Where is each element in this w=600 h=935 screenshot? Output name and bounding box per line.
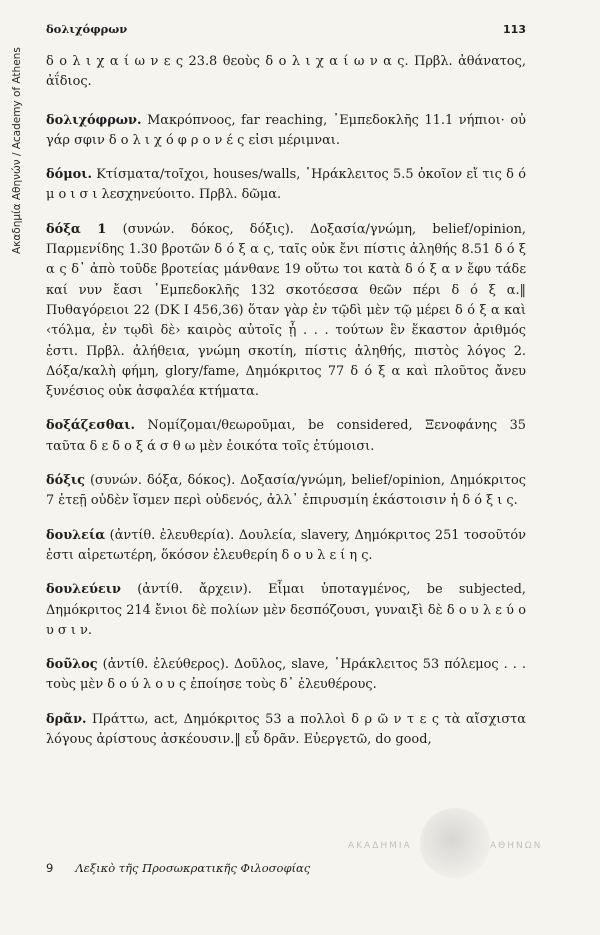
dictionary-entry [46, 52, 526, 93]
entry-headword: δόμοι. [46, 167, 92, 183]
dictionary-entry [46, 165, 526, 206]
entry-headword: δουλεία [46, 527, 106, 543]
entry-body: (ἀντίθ. ἐλευθερία). Δουλεία, slavery, Δημόκριτος 251 τοσοῦτόν ἐστι αἱρετωτέρη, ὅκόσον ἐλευθερίη δ ο υ λ ε ί η ς. [46, 527, 526, 563]
dictionary-entry [46, 655, 526, 696]
stamp-text-right: ΑΘΗΝΩΝ [490, 841, 543, 851]
entry-body: (συνών. δόξα, δόκος). Δοξασία/γνώμη, belief/opinion, Δημόκριτος 7 ἐτεῇ οὐδὲν ἴσμεν περὶ οὐδενός, ἀλλ᾿ ἐπιρυσμίη ἑκάστοισιν ἡ δ ό ξ ι ς. [46, 473, 526, 509]
entry-body: Κτίσματα/τοῖχοι, houses/walls, ῾Ηράκλειτος 5.5 ὁκοῖον εἴ τις δ ό μ ο ι σ ι λεσχηνεύοιτο. Πρβλ. δῶμα. [46, 167, 526, 203]
entry-headword: δοξάζεσθαι. [46, 418, 135, 434]
page-footer [46, 861, 526, 875]
dictionary-entry [46, 220, 526, 403]
page-number: 113 [503, 23, 526, 36]
entry-body: (ἀντίθ. ἐλεύθερος). Δοῦλος, slave, ῾Ηράκλειτος 53 πόλεμος . . . τοὺς μὲν δ ο ύ λ ο υ ς ἐποίησε τοὺς δ᾿ ἐλευθέρους. [46, 657, 526, 693]
entry-body: (συνών. δόκος, δόξις). Δοξασία/γνώμη, belief/opinion, Παρμενίδης 1.30 βροτῶν δ ό ξ α ς, ταῖς οὐκ ἔνι πίστις ἀληθής 8.51 δ ό ξ α ς δ᾿ ἀπὸ τοῦδε βροτείας μάνθανε 19 οὕτω τοι κατὰ δ ό ξ α ν ἔφυ τάδε καί νυν ἔασι ᾿Εμπεδοκλῆς 132 σκοτόεσσα θεῶν πέρι δ ό ξ α.‖ Πυθαγόρειοι 22 (DK I 456,36) ὅταν γὰρ ἐν τῷδὶ μὲν τῷ μέρει δ ό ξ α καὶ ‹τόλμα, ἐν τῳδὶ δὲ› καιρὸς αὐτοῖς ᾖ . . . τούτων ἓν ἕκαστον ἀριθμός ἐστι. Πρβλ. ἀλήθεια, γνώμη σκοτίη, πίστις ἀληθής, πιστὸς λόγος 2. Δόξα/καλὴ φήμη, glory/fame, Δημόκριτος 77 δ ό ξ α καὶ πλοῦτος ἄνευ ξυνέσιος οὐκ ἀσφαλέα κτήματα. [46, 221, 526, 400]
book-title: Λεξικὸ τῆς Προσωκρατικῆς Φιλοσοφίας [75, 861, 311, 875]
entry-body: (ἀντίθ. ἄρχειν). Εἶμαι ὑποταγμένος, be subjected, Δημόκριτος 214 ἔνιοι δὲ πολίων μὲν δεσπόζουσι, γυναιξὶ δὲ δ ο υ λ ε ύ ο υ σ ι ν. [46, 582, 526, 638]
signature-number: 9 [46, 861, 54, 875]
entry-body: δ ο λ ι χ α ί ω ν ε ς 23.8 θεοὺς δ ο λ ι χ α ί ω ν α ς. Πρβλ. ἀθάνατος, ἀΐδιος. [46, 54, 526, 90]
archive-watermark: Ακαδημία Αθηνών / Academy of Athens [11, 47, 23, 255]
dictionary-entry [46, 416, 526, 457]
entry-body: Μακρόπνοος, far reaching, ᾿Εμπεδοκλῆς 11.1 νήπιοι· οὐ γάρ σφιν δ ο λ ι χ ό φ ρ ο ν έ ς εἰσι μέριμναι. [46, 112, 526, 148]
entry-headword: δόξις [46, 473, 85, 489]
entry-headword: δοῦλος [46, 657, 98, 673]
running-header [46, 22, 526, 36]
entry-headword: δολιχόφρων. [46, 112, 142, 128]
entry-headword: δουλεύειν [46, 582, 121, 598]
dictionary-entry [46, 580, 526, 641]
dictionary-entry [46, 526, 526, 567]
dictionary-entry [46, 471, 526, 512]
header-title: δολιχόφρων [46, 22, 128, 36]
entry-headword: δρᾶν. [46, 711, 87, 727]
stamp-text-left: ΑΚΑΔΗΜΙΑ [348, 841, 412, 851]
dictionary-entry [46, 111, 526, 152]
entry-headword: δόξα 1 [46, 221, 107, 237]
entry-body: Πράττω, act, Δημόκριτος 53 a πολλοὶ δ ρ ῶ ν τ ε ς τὰ αἴσχιστα λόγους ἀρίστους ἀσκέουσιν.‖ εὖ δρᾶν. Εὐεργετῶ, do good, [46, 711, 526, 748]
dictionary-page [46, 22, 526, 764]
entry-body: Νομίζομαι/θεωροῦμαι, be considered, Ξενοφάνης 35 ταῦτα δ ε δ ο ξ ά σ θ ω μὲν ἐοικότα τοῖς ἐτύμοισι. [46, 418, 526, 454]
dictionary-entry [46, 710, 526, 751]
